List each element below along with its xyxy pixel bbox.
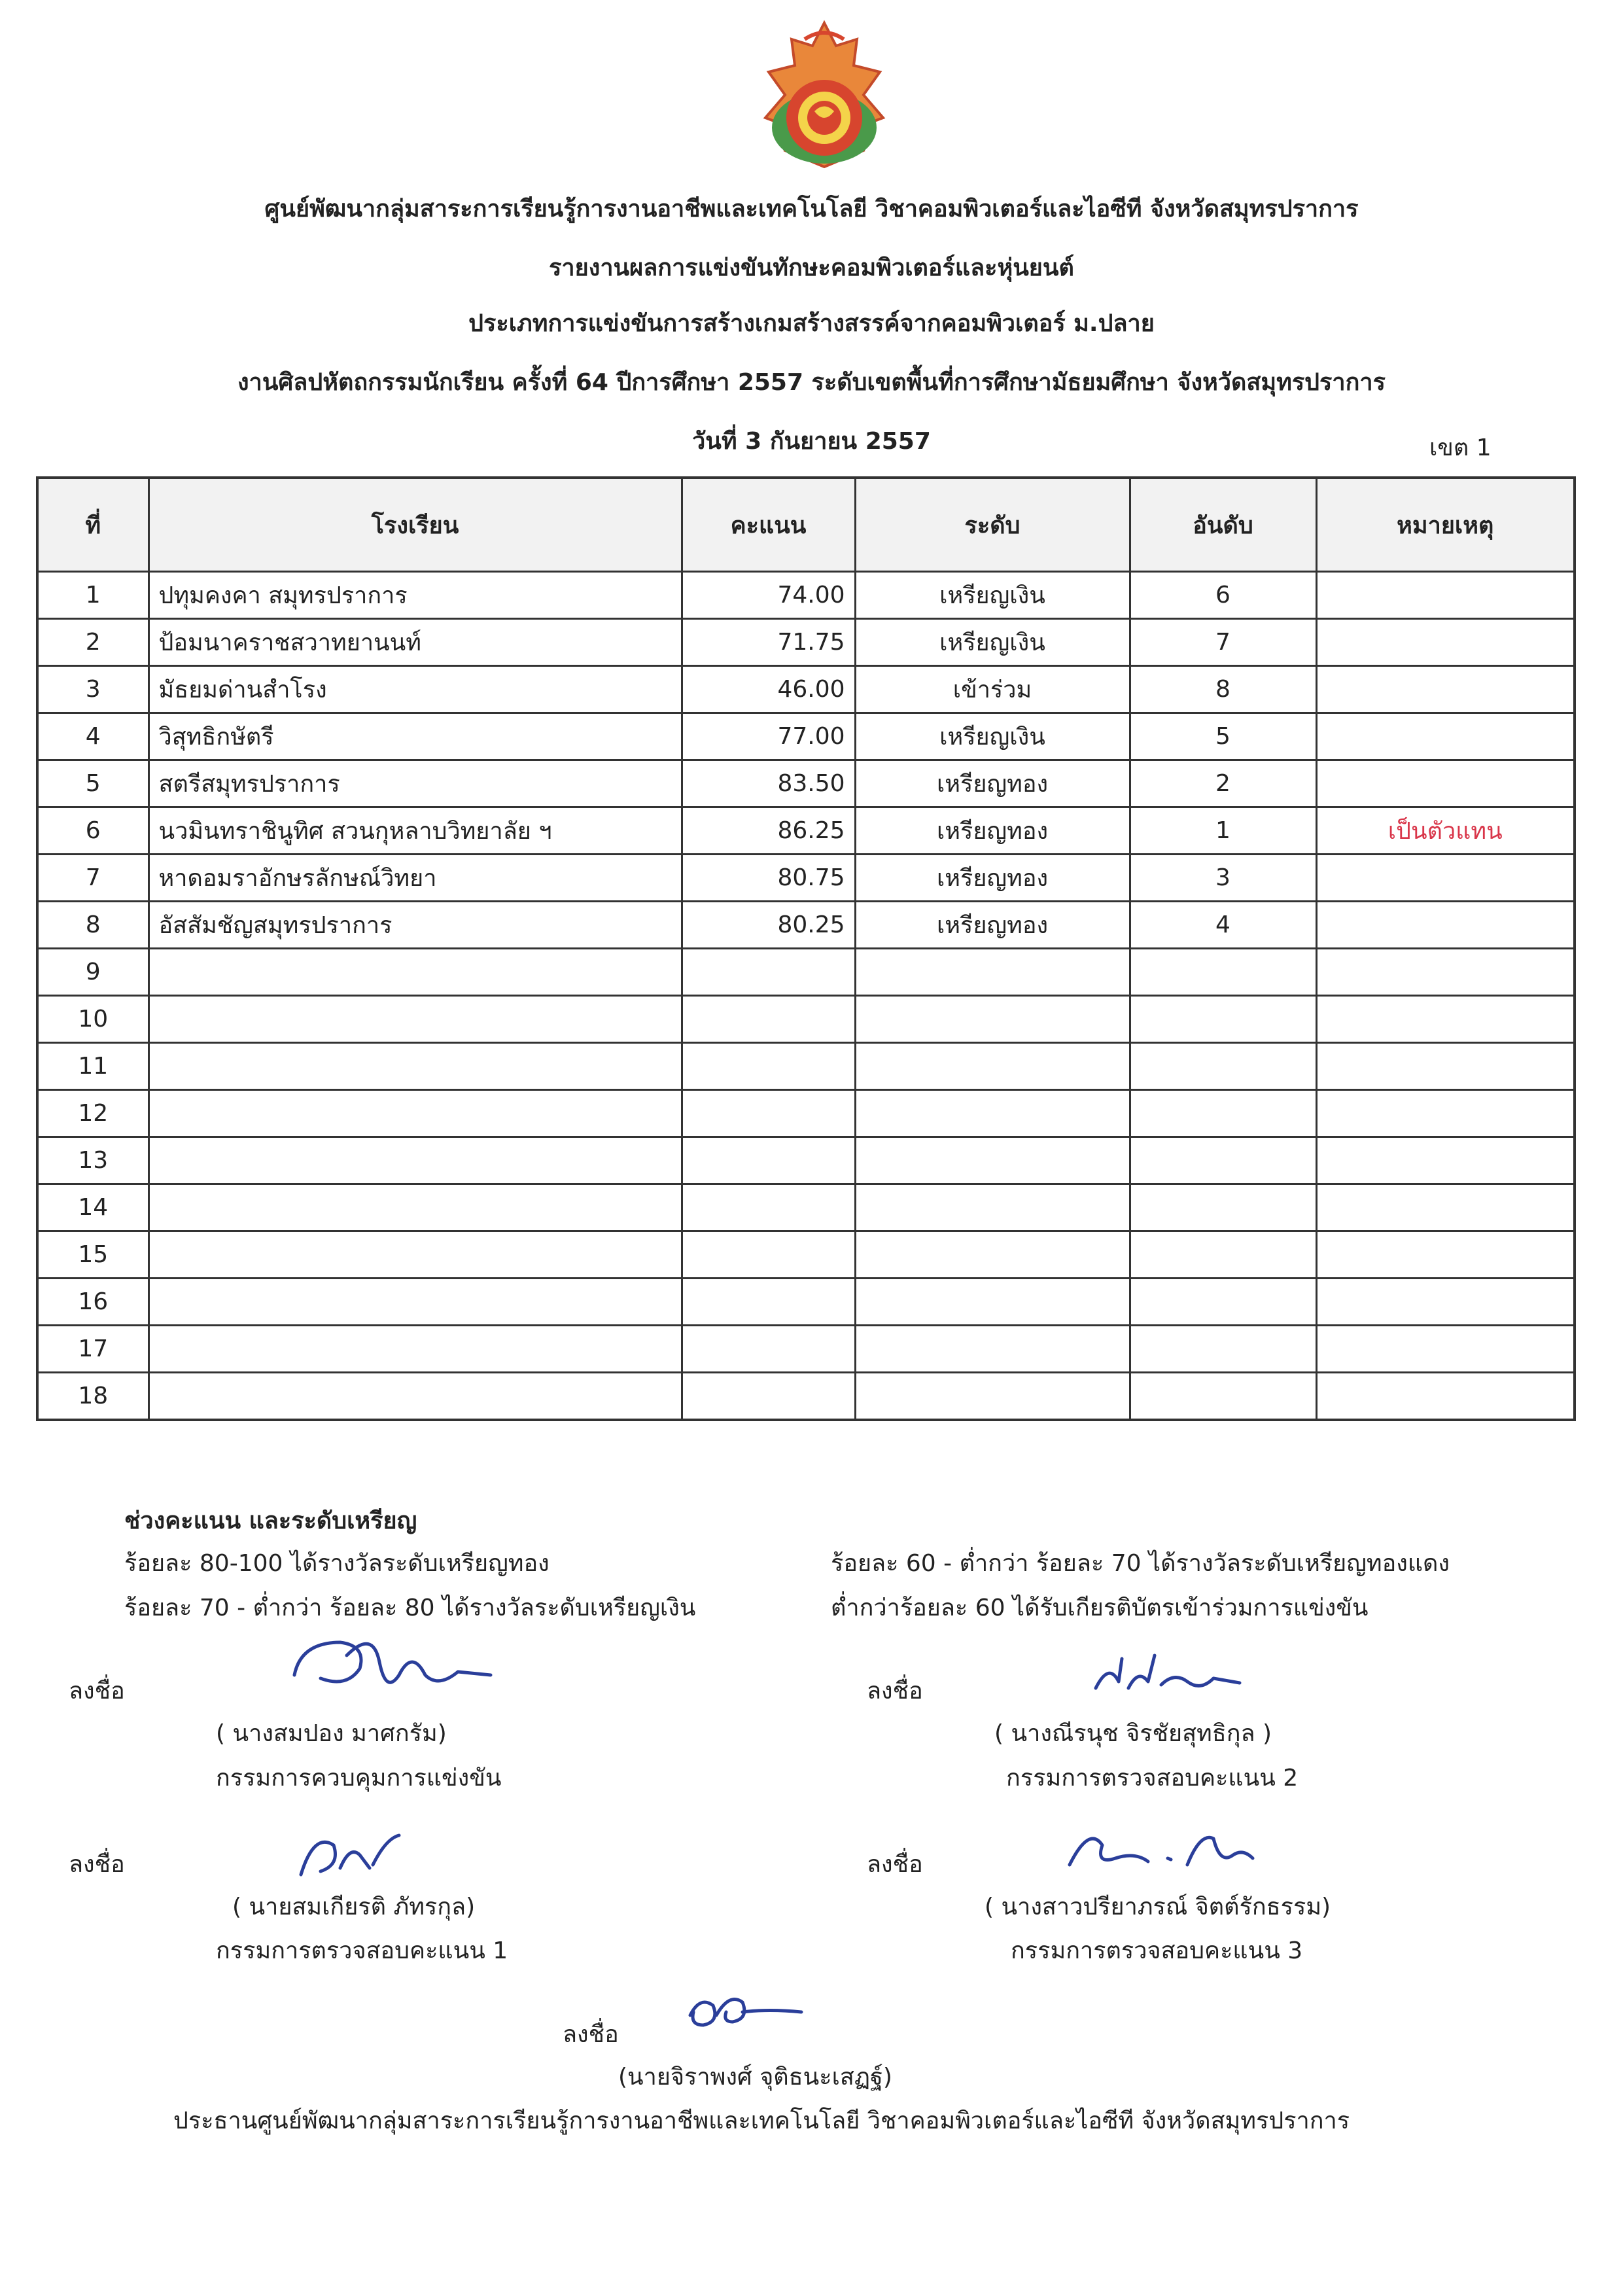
cell-no: 12: [37, 1090, 148, 1137]
criteria-bronze: ร้อยละ 60 - ต่ำกว่า ร้อยละ 70 ได้รางวัลระดับเหรียญทองแดง: [831, 1550, 1450, 1577]
cell-no: 9: [37, 949, 148, 996]
table-row: [37, 855, 1575, 902]
cell-school: [148, 1090, 682, 1137]
cell-note: [1316, 1231, 1575, 1279]
table-row: [37, 619, 1575, 666]
cell-rank: 2: [1130, 760, 1316, 807]
cell-score: [682, 1231, 855, 1279]
cell-rank: 3: [1130, 855, 1316, 902]
table-row: [37, 1231, 1575, 1279]
table-row: [37, 996, 1575, 1043]
date-line: วันที่ 3 กันยายน 2557: [692, 428, 931, 455]
cell-rank: 8: [1130, 666, 1316, 713]
cell-note: [1316, 1137, 1575, 1184]
table-row: [37, 1279, 1575, 1326]
cell-note: [1316, 1184, 1575, 1231]
signer-3-name: ( นายสมเกียรติ ภัทรกุล): [232, 1894, 476, 1920]
org-title: ศูนย์พัฒนากลุ่มสาระการเรียนรู้การงานอาชีพและเทคโนโลยี วิชาคอมพิวเตอร์และไอซีที จังหวัดสมุทรปราการ: [264, 196, 1359, 222]
sign-label-1: ลงชื่อ: [69, 1678, 125, 1704]
cell-school: [148, 996, 682, 1043]
results-table: [36, 476, 1576, 1421]
sign-label-5: ลงชื่อ: [563, 2021, 619, 2048]
cell-note: [1316, 1043, 1575, 1090]
cell-school: ปทุมคงคา สมุทรปราการ: [148, 572, 682, 619]
cell-level: เหรียญเงิน: [855, 619, 1130, 666]
signer-4-name: ( นางสาวปรียาภรณ์ จิตต์รักธรรม): [985, 1894, 1331, 1920]
col-header-level: ระดับ: [855, 478, 1130, 572]
cell-note: [1316, 1373, 1575, 1421]
table-row: [37, 949, 1575, 996]
criteria-participate: ต่ำกว่าร้อยละ 60 ได้รับเกียรติบัตรเข้าร่วมการแข่งขัน: [831, 1595, 1369, 1621]
cell-note: [1316, 760, 1575, 807]
cell-school: สตรีสมุทรปราการ: [148, 760, 682, 807]
cell-rank: [1130, 949, 1316, 996]
cell-rank: [1130, 1279, 1316, 1326]
cell-level: [855, 949, 1130, 996]
event-title: งานศิลปหัตถกรรมนักเรียน ครั้งที่ 64 ปีการศึกษา 2557 ระดับเขตพื้นที่การศึกษามัธยมศึกษา จังหวัดสมุทรปราการ: [237, 369, 1386, 396]
cell-score: [682, 1090, 855, 1137]
cell-level: เหรียญทอง: [855, 902, 1130, 949]
cell-level: เข้าร่วม: [855, 666, 1130, 713]
cell-rank: 4: [1130, 902, 1316, 949]
signer-4-role: กรรมการตรวจสอบคะแนน 3: [1011, 1937, 1303, 1964]
table-row: [37, 666, 1575, 713]
cell-score: [682, 1137, 855, 1184]
cell-no: 2: [37, 619, 148, 666]
cell-score: 86.25: [682, 807, 855, 855]
cell-note: [1316, 902, 1575, 949]
cell-no: 15: [37, 1231, 148, 1279]
cell-score: [682, 996, 855, 1043]
cell-score: [682, 1184, 855, 1231]
cell-rank: [1130, 1326, 1316, 1373]
table-row: [37, 572, 1575, 619]
cell-score: 83.50: [682, 760, 855, 807]
criteria-silver: ร้อยละ 70 - ต่ำกว่า ร้อยละ 80 ได้รางวัลระดับเหรียญเงิน: [124, 1595, 696, 1621]
cell-school: [148, 1137, 682, 1184]
zone-label: เขต 1: [1429, 434, 1492, 461]
table-row: [37, 1137, 1575, 1184]
sign-label-4: ลงชื่อ: [867, 1851, 923, 1878]
cell-note: [1316, 619, 1575, 666]
cell-score: [682, 1043, 855, 1090]
cell-no: 17: [37, 1326, 148, 1373]
cell-school: นวมินทราชินูทิศ สวนกุหลาบวิทยาลัย ฯ: [148, 807, 682, 855]
signature-1: [281, 1616, 504, 1708]
criteria-title: ช่วงคะแนน และระดับเหรียญ: [124, 1508, 417, 1534]
col-header-school: โรงเรียน: [148, 478, 682, 572]
cell-note: [1316, 1326, 1575, 1373]
signer-1-name: ( นางสมปอง มาศกรัม): [216, 1720, 447, 1747]
cell-no: 7: [37, 855, 148, 902]
table-row: [37, 807, 1575, 855]
cell-score: 46.00: [682, 666, 855, 713]
cell-note: [1316, 855, 1575, 902]
cell-school: [148, 1279, 682, 1326]
cell-score: [682, 1373, 855, 1421]
cell-score: [682, 949, 855, 996]
cell-score: 74.00: [682, 572, 855, 619]
report-title: รายงานผลการแข่งขันทักษะคอมพิวเตอร์และหุ่นยนต์: [549, 255, 1074, 281]
cell-rank: [1130, 1184, 1316, 1231]
cell-level: เหรียญทอง: [855, 807, 1130, 855]
cell-rank: 1: [1130, 807, 1316, 855]
table-row: [37, 902, 1575, 949]
cell-school: [148, 949, 682, 996]
cell-note: [1316, 1090, 1575, 1137]
cell-school: [148, 1231, 682, 1279]
cell-score: 77.00: [682, 713, 855, 760]
cell-level: [855, 1231, 1130, 1279]
table-row: [37, 1326, 1575, 1373]
cell-rank: [1130, 1137, 1316, 1184]
cell-level: [855, 1326, 1130, 1373]
cell-note: [1316, 572, 1575, 619]
table-row: [37, 1184, 1575, 1231]
cell-school: [148, 1043, 682, 1090]
cell-level: [855, 1137, 1130, 1184]
table-row: [37, 1090, 1575, 1137]
cell-rank: 6: [1130, 572, 1316, 619]
cell-no: 13: [37, 1137, 148, 1184]
table-row: [37, 1043, 1575, 1090]
signer-5-name: (นายจิราพงศ์ จุติธนะเสฏฐ์): [618, 2064, 892, 2091]
signature-5: [677, 1976, 808, 2041]
signer-3-role: กรรมการตรวจสอบคะแนน 1: [216, 1937, 508, 1964]
cell-no: 6: [37, 807, 148, 855]
cell-rank: [1130, 996, 1316, 1043]
cell-school: มัธยมด่านสำโรง: [148, 666, 682, 713]
cell-no: 1: [37, 572, 148, 619]
criteria-gold: ร้อยละ 80-100 ได้รางวัลระดับเหรียญทอง: [124, 1550, 550, 1577]
cell-score: [682, 1326, 855, 1373]
cell-level: เหรียญเงิน: [855, 572, 1130, 619]
cell-rank: [1130, 1373, 1316, 1421]
signature-3: [288, 1819, 419, 1891]
sign-label-2: ลงชื่อ: [867, 1678, 923, 1704]
cell-note: [1316, 666, 1575, 713]
cell-level: [855, 1043, 1130, 1090]
cell-note: เป็นตัวแทน: [1316, 807, 1575, 855]
cell-note: [1316, 713, 1575, 760]
cell-no: 11: [37, 1043, 148, 1090]
cell-no: 4: [37, 713, 148, 760]
table-row: [37, 760, 1575, 807]
cell-level: เหรียญทอง: [855, 760, 1130, 807]
cell-rank: [1130, 1090, 1316, 1137]
table-row: [37, 713, 1575, 760]
cell-school: [148, 1373, 682, 1421]
signer-2-role: กรรมการตรวจสอบคะแนน 2: [1006, 1765, 1299, 1792]
cell-note: [1316, 1279, 1575, 1326]
cell-rank: [1130, 1231, 1316, 1279]
cell-level: [855, 1090, 1130, 1137]
cell-level: [855, 1184, 1130, 1231]
cell-level: [855, 1373, 1130, 1421]
cell-school: ป้อมนาคราชสวาทยานนท์: [148, 619, 682, 666]
cell-no: 5: [37, 760, 148, 807]
cell-no: 18: [37, 1373, 148, 1421]
signer-5-role: ประธานศูนย์พัฒนากลุ่มสาระการเรียนรู้การงานอาชีพและเทคโนโลยี วิชาคอมพิวเตอร์และไอซีที จังหวัดสมุทรปราการ: [173, 2108, 1350, 2134]
signature-2: [1083, 1642, 1253, 1714]
cell-level: เหรียญเงิน: [855, 713, 1130, 760]
cell-school: วิสุทธิกษัตรี: [148, 713, 682, 760]
signer-1-role: กรรมการควบคุมการแข่งขัน: [216, 1765, 502, 1792]
cell-score: [682, 1279, 855, 1326]
cell-school: [148, 1184, 682, 1231]
cell-score: 80.25: [682, 902, 855, 949]
cell-no: 14: [37, 1184, 148, 1231]
signer-2-name: ( นางณีรนุช จิรชัยสุทธิกุล ): [994, 1720, 1272, 1747]
col-header-no: ที่: [37, 478, 148, 572]
emblem-logo: [759, 20, 890, 177]
cell-no: 3: [37, 666, 148, 713]
cell-no: 8: [37, 902, 148, 949]
cell-level: [855, 1279, 1130, 1326]
cell-rank: [1130, 1043, 1316, 1090]
signature-4: [1056, 1812, 1266, 1884]
cell-level: [855, 996, 1130, 1043]
cell-note: [1316, 996, 1575, 1043]
cell-score: 71.75: [682, 619, 855, 666]
col-header-rank: อันดับ: [1130, 478, 1316, 572]
cell-no: 10: [37, 996, 148, 1043]
sign-label-3: ลงชื่อ: [69, 1851, 125, 1878]
cell-school: [148, 1326, 682, 1373]
category-title: ประเภทการแข่งขันการสร้างเกมสร้างสรรค์จากคอมพิวเตอร์ ม.ปลาย: [468, 310, 1155, 337]
cell-score: 80.75: [682, 855, 855, 902]
cell-level: เหรียญทอง: [855, 855, 1130, 902]
col-header-note: หมายเหตุ: [1316, 478, 1575, 572]
cell-rank: 7: [1130, 619, 1316, 666]
cell-school: หาดอมราอักษรลักษณ์วิทยา: [148, 855, 682, 902]
col-header-score: คะแนน: [682, 478, 855, 572]
cell-note: [1316, 949, 1575, 996]
cell-school: อัสสัมชัญสมุทรปราการ: [148, 902, 682, 949]
cell-no: 16: [37, 1279, 148, 1326]
cell-rank: 5: [1130, 713, 1316, 760]
table-header-row: [37, 478, 1575, 572]
table-row: [37, 1373, 1575, 1421]
